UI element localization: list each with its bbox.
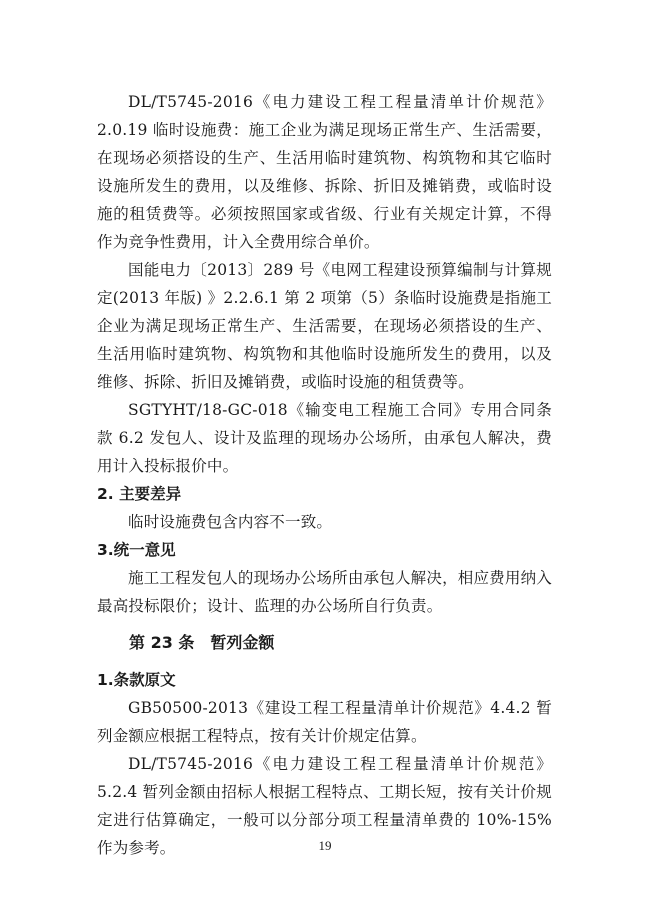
- paragraph-unified-opinion: 施工工程发包人的现场办公场所由承包人解决，相应费用纳入最高投标限价；设计、监理的办公场所自行负责。: [97, 569, 552, 615]
- paragraph-clause-dl-t5745-provisional: DL/T5745-2016《电力建设工程工程量清单计价规范》5.2.4 暂列金额由招标人根据工程特点、工期长短，按有关计价规定进行估算确定，一般可以分部分项工程量清单费的 10%-15%作为参考。: [97, 755, 552, 857]
- page-body: [97, 88, 552, 862]
- paragraph-clause-contract-6-2: SGTYHT/18-GC-018《输变电工程施工合同》专用合同条款 6.2 发包人、设计及监理的现场办公场所，由承包人解决，费用计入投标报价中。: [97, 401, 552, 475]
- paragraph-clause-guoneng-289: 国能电力〔2013〕289 号《电网工程建设预算编制与计算规定(2013 年版) 》2.2.6.1 第 2 项第（5）条临时设施费是指施工企业为满足现场正常生产、生活需要，在现场必须搭设的生产、生活用临时建筑物、构筑物和其他临时设施所发生的费用，以及维修、拆除、折旧及摊销费，或临时设施的租赁费等。: [97, 261, 552, 391]
- page-number: 19: [318, 838, 332, 853]
- paragraph-differences: 临时设施费包含内容不一致。: [128, 513, 333, 531]
- heading-clause-original: 1.条款原文: [97, 671, 176, 689]
- heading-main-differences: 2. 主要差异: [97, 485, 182, 503]
- article-title: 暂列金额: [210, 633, 275, 652]
- paragraph-clause-gb50500: GB50500-2013《建设工程工程量清单计价规范》4.4.2 暂列金额应根据工程特点，按有关计价规定估算。: [97, 699, 552, 745]
- article-number: 第 23 条: [129, 633, 195, 652]
- article-heading: [97, 626, 552, 660]
- paragraph-clause-dl-t5745-temp-facilities: DL/T5745-2016《电力建设工程工程量清单计价规范》2.0.19 临时设施费：施工企业为满足现场正常生产、生活需要，在现场必须搭设的生产、生活用临时建筑物、构筑物和其它临时设施所发生的费用，以及维修、拆除、折旧及摊销费，或临时设施的租赁费等。必须按照国家或省级、行业有关规定计算，不得作为竞争性费用，计入全费用综合单价。: [97, 93, 552, 251]
- heading-unified-opinion: 3.统一意见: [97, 541, 176, 559]
